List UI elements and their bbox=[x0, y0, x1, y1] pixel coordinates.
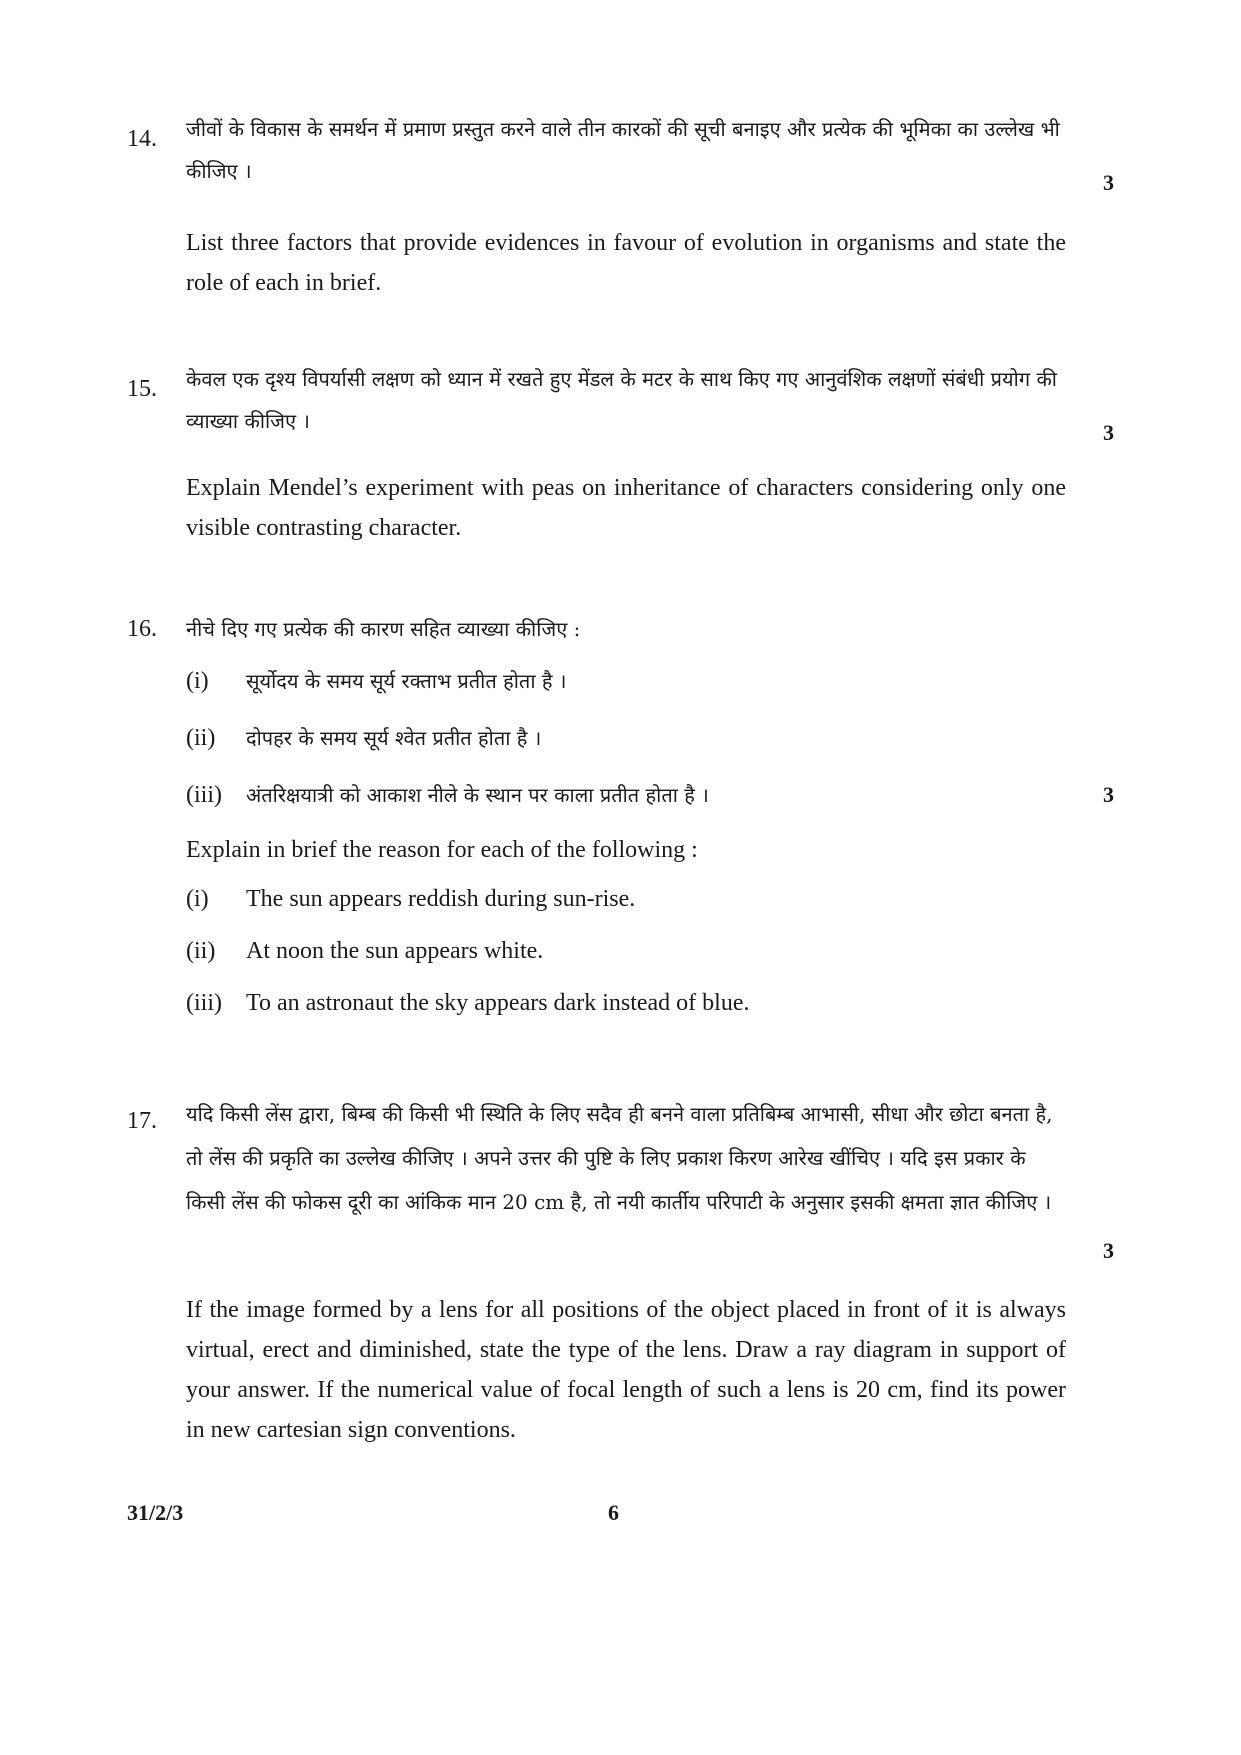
question-text-english: List three factors that provide evidences in favour of evolution in organisms and state the role of each in brief. bbox=[186, 230, 1066, 296]
question-text-hindi: जीवों के विकास के समर्थन में प्रमाण प्रस्तुत करने वाले तीन कारकों की सूची बनाइए और प्रत्येक की भूमिका का उल्लेख भी कीजिए । bbox=[186, 117, 1060, 183]
marks: 3 bbox=[1103, 420, 1114, 445]
marks: 3 bbox=[1103, 782, 1114, 807]
sub-item-hindi: सूर्योदय के समय सूर्य रक्ताभ प्रतीत होता है । bbox=[246, 669, 567, 693]
question-text-english: If the image formed by a lens for all positions of the object placed in front of it is always virtual, erect and diminished, state the type of the lens. Draw a ray diagram in support of your answer. If the numerical value of focal length of such a lens is 20 cm, find its power in new cartesian sign conventions. bbox=[186, 1297, 1066, 1443]
sub-item-english: The sun appears reddish during sun-rise. bbox=[246, 886, 636, 912]
sub-item-hindi: दोपहर के समय सूर्य श्वेत प्रतीत होता है । bbox=[246, 726, 542, 750]
sub-label: (iii) bbox=[186, 782, 222, 808]
sub-label: (ii) bbox=[186, 938, 216, 964]
question-text-hindi: यदि किसी लेंस द्वारा, बिम्ब की किसी भी स्थिति के लिए सदैव ही बनने वाला प्रतिबिम्ब आभासी, सीधा और छोटा बनता है, तो लेंस की प्रकृति का उल्लेख कीजिए । अपने उत्तर की पुष्टि के लिए प्रकाश किरण आरेख खींचिए । यदि इस प्रकार के किसी लेंस की फोकस दूरी का आंकिक मान 20 cm है, तो नयी कार्तीय परिपाटी के अनुसार इसकी क्षमता ज्ञात कीजिए । bbox=[186, 1102, 1053, 1214]
question-number: 14. bbox=[127, 126, 157, 152]
sub-label: (i) bbox=[186, 668, 209, 694]
sub-label: (iii) bbox=[186, 990, 222, 1016]
page-number: 6 bbox=[608, 1500, 619, 1525]
marks: 3 bbox=[1103, 170, 1114, 195]
sub-label: (ii) bbox=[186, 725, 216, 751]
paper-code: 31/2/3 bbox=[127, 1500, 184, 1525]
question-number: 16. bbox=[127, 616, 157, 642]
question-number: 15. bbox=[127, 376, 157, 402]
question-text-english: Explain Mendel’s experiment with peas on inheritance of characters considering only one visible contrasting character. bbox=[186, 475, 1066, 541]
marks: 3 bbox=[1103, 1238, 1114, 1263]
question-text-english: Explain in brief the reason for each of the following : bbox=[186, 837, 698, 863]
sub-item-english: At noon the sun appears white. bbox=[246, 938, 544, 964]
sub-item-hindi: अंतरिक्षयात्री को आकाश नीले के स्थान पर काला प्रतीत होता है । bbox=[246, 783, 709, 807]
sub-label: (i) bbox=[186, 886, 209, 912]
question-text-hindi: केवल एक दृश्य विपर्यासी लक्षण को ध्यान में रखते हुए मेंडल के मटर के साथ किए गए आनुवंशिक लक्षणों संबंधी प्रयोग की व्याख्या कीजिए । bbox=[186, 367, 1057, 433]
sub-item-english: To an astronaut the sky appears dark instead of blue. bbox=[246, 990, 750, 1016]
question-text-hindi: नीचे दिए गए प्रत्येक की कारण सहित व्याख्या कीजिए : bbox=[186, 617, 581, 641]
question-number: 17. bbox=[127, 1108, 157, 1134]
